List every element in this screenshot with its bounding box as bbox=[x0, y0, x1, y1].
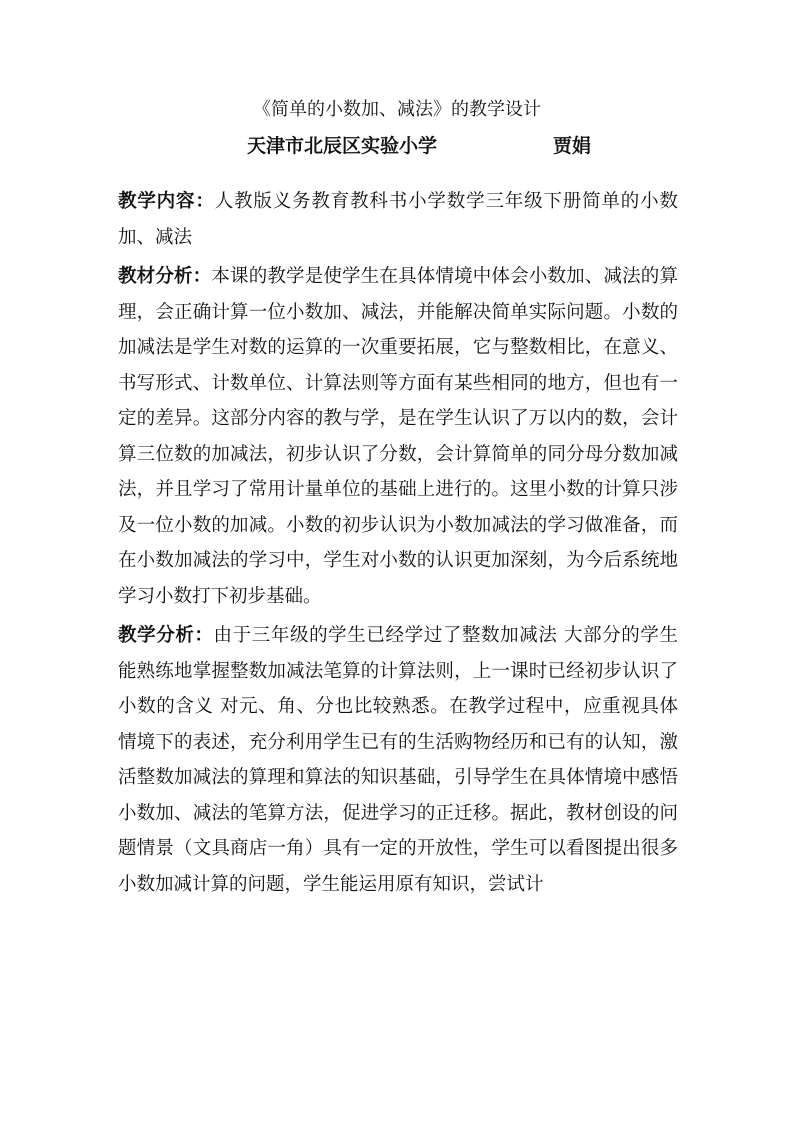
section-label: 教学内容： bbox=[118, 191, 215, 212]
section-text: 人教版义务教育教科书小学数学三年级下册简单的小数加、减法 bbox=[118, 191, 678, 248]
author-name: 贾娟 bbox=[553, 135, 592, 157]
section-teaching-content bbox=[118, 184, 678, 255]
section-text: 本课的教学是使学生在具体情境中体会小数加、减法的算理，会正确计算一位小数加、减法，并能解决简单实际问题。小数的加减法是学生对数的运算的一次重要拓展，它与整数相比，在意义、书写形式、计数单位、计算法则等方面有某些相同的地方，但也有一定的差异。这部分内容的教与学，是在学生认识了万以内的数，会计算三位数的加减法，初步认识了分数，会计算简单的同分母分数加减法，并且学习了常用计量单位的基础上进行的。这里小数的计算只涉及一位小数的加减。小数的初步认识为小数加减法的学习做准备，而在小数加减法的学习中，学生对小数的认识更加深刻，为今后系统地学习小数打下初步基础。 bbox=[118, 266, 678, 607]
document-title: 《简单的小数加、减法》的教学设计 bbox=[253, 99, 541, 120]
school-name: 天津市北辰区实验小学 bbox=[247, 135, 438, 157]
section-label: 教材分析： bbox=[118, 266, 212, 287]
section-label: 教学分析： bbox=[118, 625, 214, 646]
section-textbook-analysis bbox=[118, 259, 678, 614]
section-text: 由于三年级的学生已经学过了整数加减法 大部分的学生能熟练地掌握整数加减法笔算的计算法则，上一课时已经初步认识了小数的含义 对元、角、分也比较熟悉。在教学过程中，应重视具体情境下的表述，充分利用学生已有的生活购物经历和已有的认知，激活整数加减法的算理和算法的知识基础，引导学生在具体情境中感悟小数加、减法的笔算方法，促进学习的正迁移。据此，教材创设的问题情景（文具商店一角）具有一定的开放性，学生可以看图提出很多小数加减计算的问题，学生能运用原有知识，尝试计 bbox=[118, 625, 678, 895]
document-body bbox=[118, 184, 678, 906]
section-teaching-analysis bbox=[118, 618, 678, 902]
